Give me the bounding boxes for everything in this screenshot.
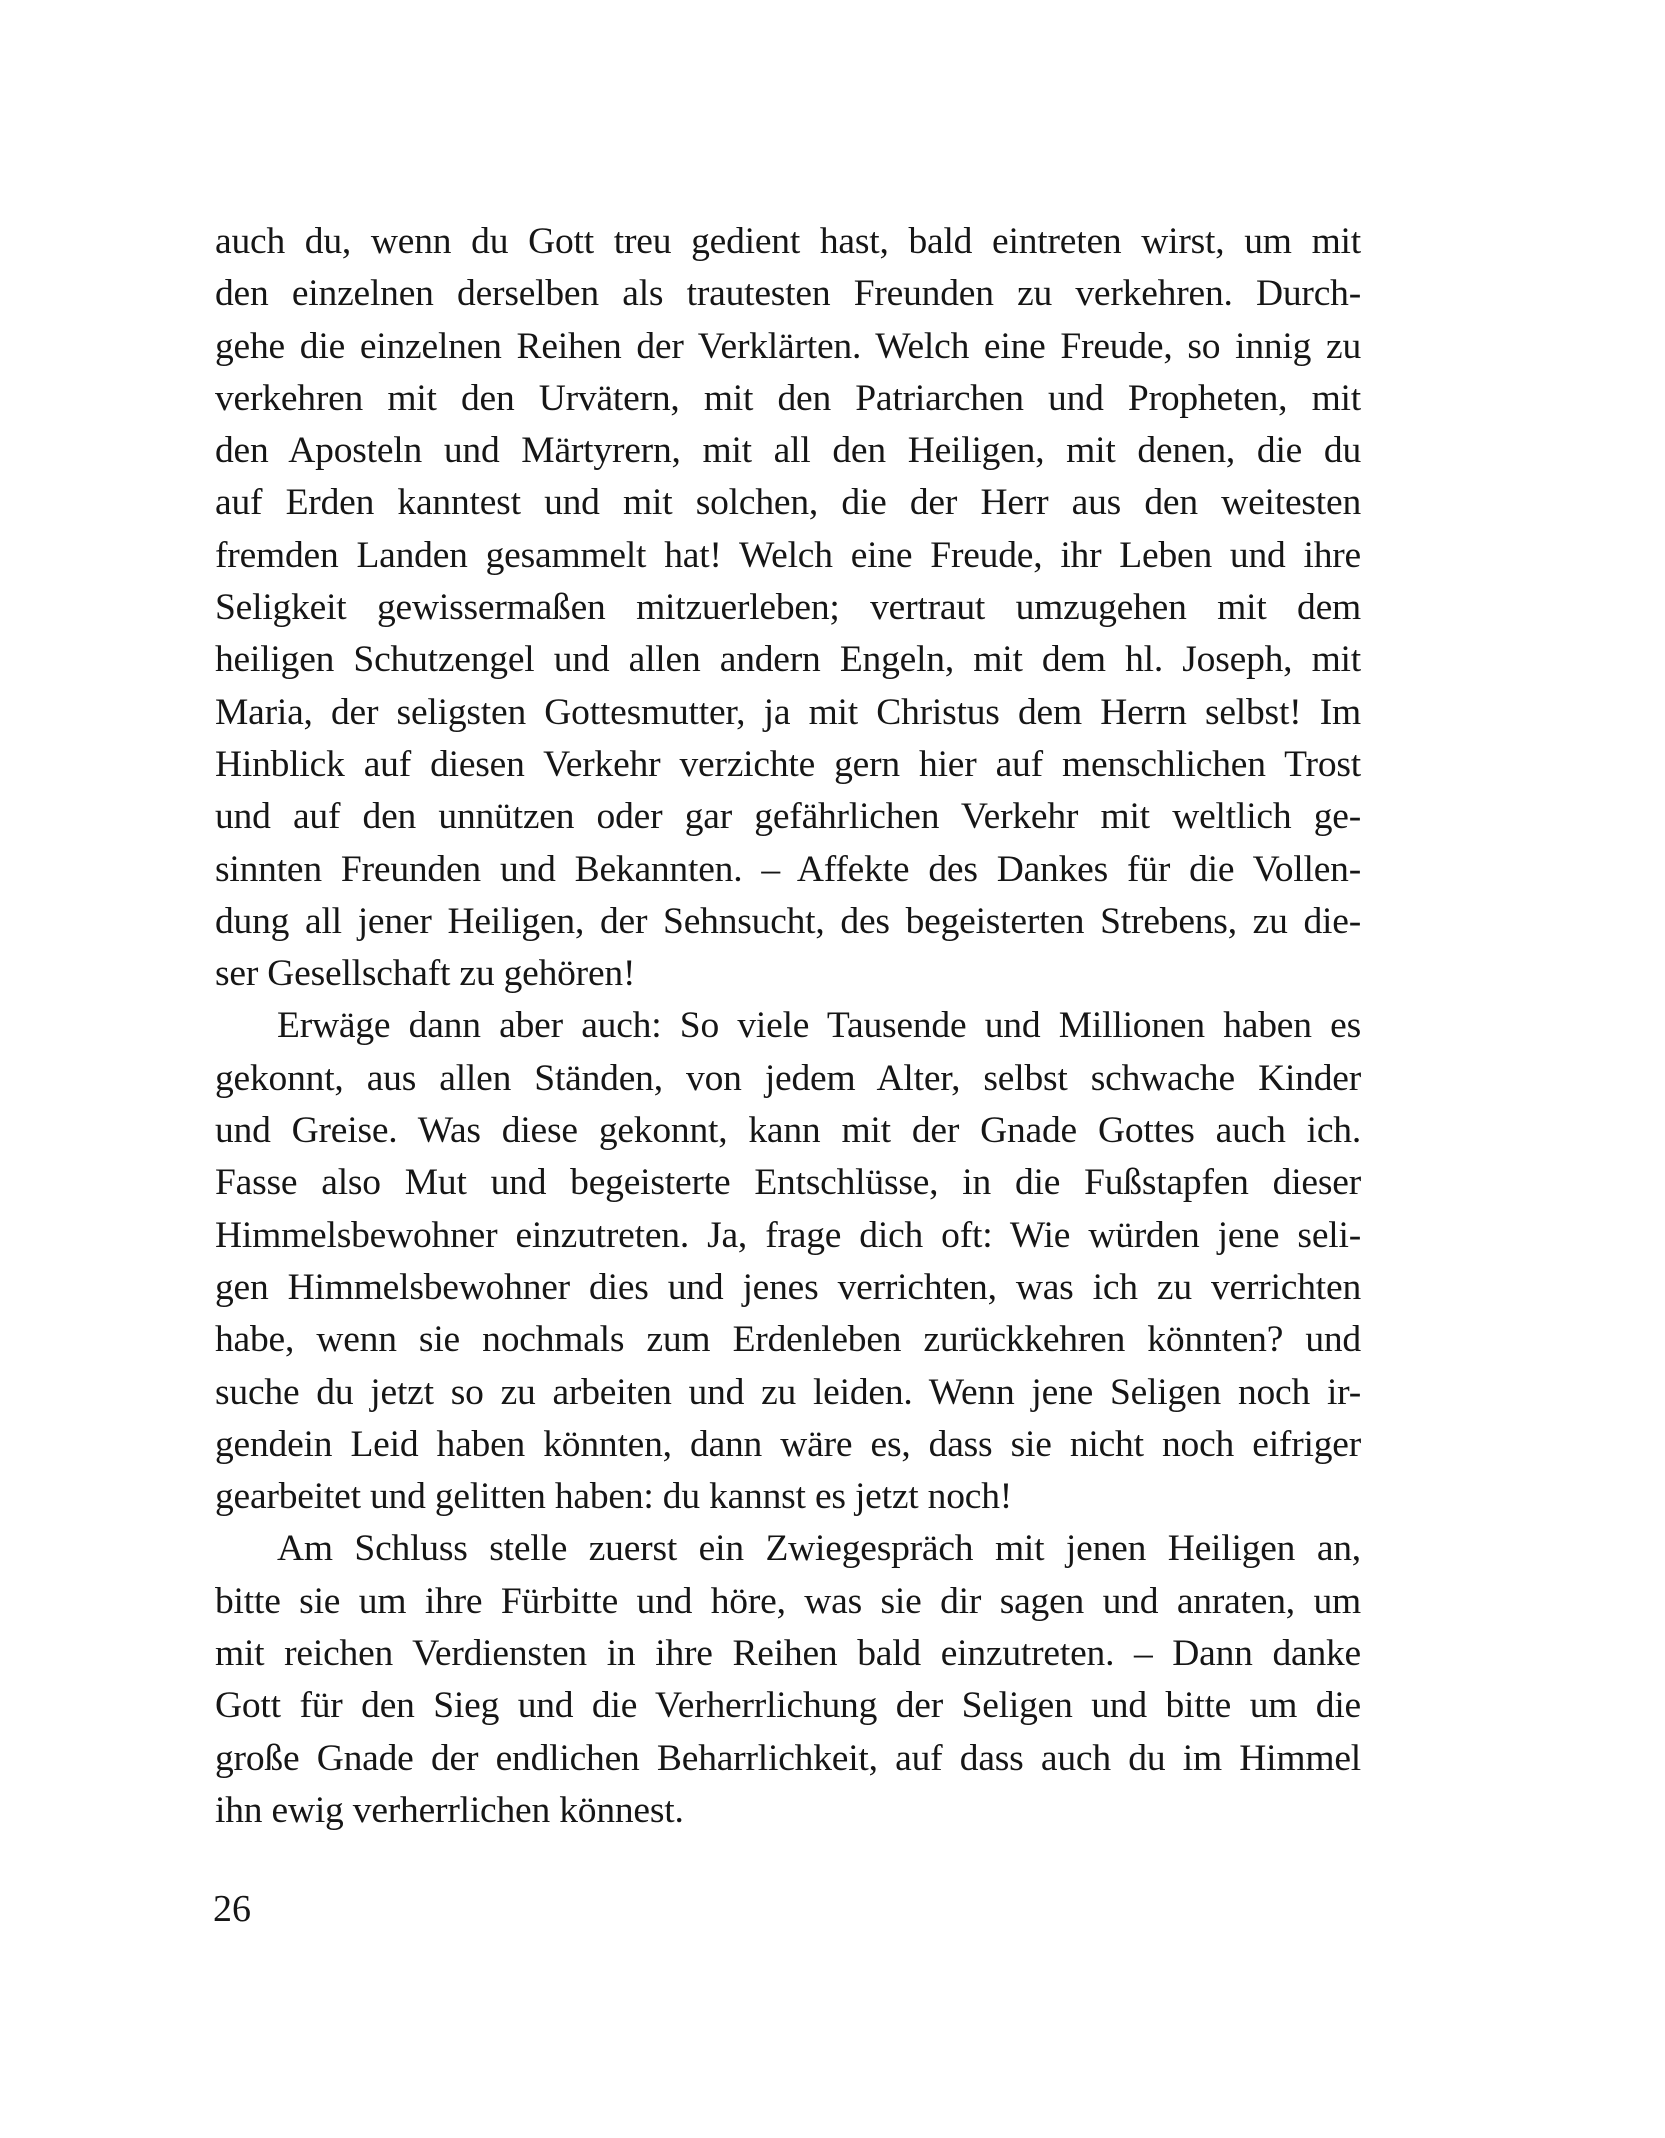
text-line	[215, 1733, 1361, 1785]
text-block	[215, 216, 1361, 1837]
text-line	[215, 791, 1361, 843]
text-line	[215, 948, 1361, 1000]
text-line-content: ser Gesellschaft zu gehören!	[215, 953, 636, 995]
text-line	[215, 687, 1361, 739]
text-line	[215, 216, 1361, 268]
text-line	[215, 1523, 1361, 1575]
text-line	[215, 1314, 1361, 1366]
text-line-content: gehe die einzelnen Reihen der Verklärten. Welch eine Freude, so innig zu	[215, 325, 1361, 367]
text-line-content: Erwäge dann aber auch: So viele Tausende und Millionen haben es	[277, 1005, 1361, 1047]
text-line-content: Hinblick auf diesen Verkehr verzichte gern hier auf menschlichen Trost	[215, 743, 1361, 785]
text-line-content: Maria, der seligsten Gottesmutter, ja mit Christus dem Herrn selbst! Im	[215, 691, 1361, 733]
text-line	[215, 582, 1361, 634]
text-line-content: gen Himmelsbewohner dies und jenes verrichten, was ich zu verrichten	[215, 1266, 1361, 1308]
text-line	[215, 1000, 1361, 1052]
text-line-content: suche du jetzt so zu arbeiten und zu leiden. Wenn jene Seligen noch ir-	[215, 1371, 1361, 1413]
text-line-content: und Greise. Was diese gekonnt, kann mit der Gnade Gottes auch ich.	[215, 1110, 1361, 1152]
text-line-content: große Gnade der endlichen Beharrlichkeit, auf dass auch du im Himmel	[215, 1737, 1361, 1779]
text-line	[215, 530, 1361, 582]
text-line-content: auf Erden kanntest und mit solchen, die der Herr aus den weitesten	[215, 482, 1361, 524]
text-line	[215, 1367, 1361, 1419]
text-line-content: habe, wenn sie nochmals zum Erdenleben zurückkehren könnten? und	[215, 1319, 1361, 1361]
text-line	[215, 321, 1361, 373]
text-line-content: heiligen Schutzengel und allen andern Engeln, mit dem hl. Joseph, mit	[215, 639, 1361, 681]
text-line	[215, 1105, 1361, 1157]
text-line	[215, 477, 1361, 529]
text-line	[215, 1785, 1361, 1837]
text-line	[215, 1576, 1361, 1628]
text-line	[215, 1053, 1361, 1105]
text-line	[215, 1628, 1361, 1680]
page-number: 26	[213, 1888, 251, 1930]
text-line	[215, 844, 1361, 896]
text-line-content: gendein Leid haben könnten, dann wäre es, dass sie nicht noch eifriger	[215, 1423, 1361, 1465]
text-line	[215, 425, 1361, 477]
text-line	[215, 1471, 1361, 1523]
text-line-content: mit reichen Verdiensten in ihre Reihen bald einzutreten. – Dann danke	[215, 1633, 1361, 1675]
text-line-content: sinnten Freunden und Bekannten. – Affekte des Dankes für die Vollen-	[215, 848, 1361, 890]
text-line-content: Seligkeit gewissermaßen mitzuerleben; vertraut umzugehen mit dem	[215, 587, 1361, 629]
text-line	[215, 1157, 1361, 1209]
text-line-content: und auf den unnützen oder gar gefährlichen Verkehr mit weltlich ge-	[215, 796, 1361, 838]
text-line	[215, 373, 1361, 425]
text-line-content: bitte sie um ihre Fürbitte und höre, was sie dir sagen und anraten, um	[215, 1580, 1361, 1622]
text-line	[215, 1680, 1361, 1732]
text-line	[215, 1262, 1361, 1314]
text-line	[215, 1419, 1361, 1471]
text-line-content: ihn ewig verherrlichen könnest.	[215, 1789, 684, 1831]
text-line-content: den Aposteln und Märtyrern, mit all den Heiligen, mit denen, die du	[215, 430, 1361, 472]
text-line-content: gekonnt, aus allen Ständen, von jedem Alter, selbst schwache Kinder	[215, 1057, 1361, 1099]
text-line-content: fremden Landen gesammelt hat! Welch eine Freude, ihr Leben und ihre	[215, 534, 1361, 576]
text-line	[215, 896, 1361, 948]
text-line	[215, 268, 1361, 320]
text-line	[215, 1210, 1361, 1262]
text-line-content: auch du, wenn du Gott treu gedient hast, bald eintreten wirst, um mit	[215, 221, 1361, 262]
text-line-content: Am Schluss stelle zuerst ein Zwiegespräch mit jenen Heiligen an,	[277, 1528, 1361, 1570]
text-line-content: Gott für den Sieg und die Verherrlichung der Seligen und bitte um die	[215, 1685, 1361, 1727]
text-line-content: Fasse also Mut und begeisterte Entschlüsse, in die Fußstapfen dieser	[215, 1162, 1361, 1204]
text-line	[215, 634, 1361, 686]
text-line-content: gearbeitet und gelitten haben: du kannst es jetzt noch!	[215, 1476, 1013, 1518]
text-line-content: verkehren mit den Urvätern, mit den Patriarchen und Propheten, mit	[215, 377, 1361, 419]
text-line-content: Himmelsbewohner einzutreten. Ja, frage dich oft: Wie würden jene seli-	[215, 1214, 1361, 1256]
text-line-content: den einzelnen derselben als trautesten Freunden zu verkehren. Durch-	[215, 273, 1361, 315]
text-line-content: dung all jener Heiligen, der Sehnsucht, des begeisterten Strebens, zu die-	[215, 900, 1361, 942]
text-line	[215, 739, 1361, 791]
